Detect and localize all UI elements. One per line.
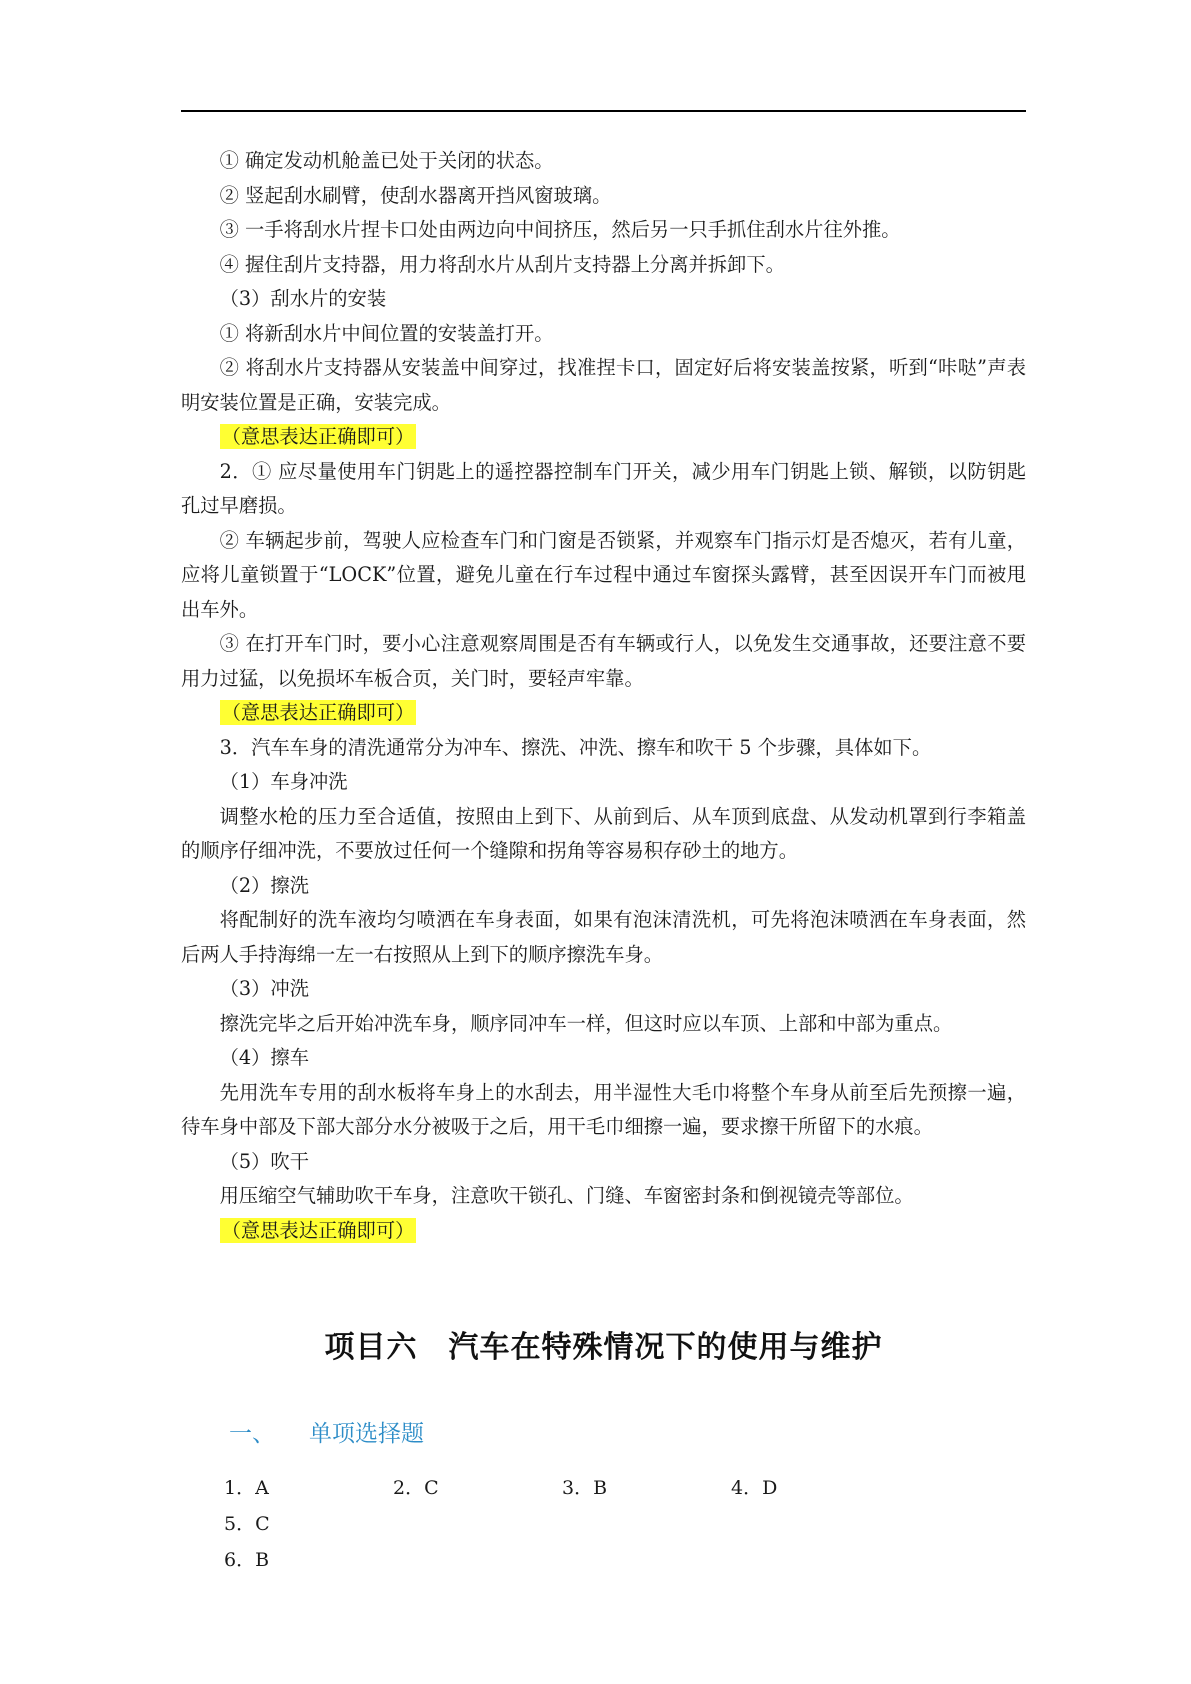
answer-item: 4．D — [731, 1477, 778, 1499]
note-line — [181, 420, 1026, 455]
answer-item: 5．C — [224, 1513, 270, 1535]
section-number: 一、 — [229, 1421, 275, 1447]
subheading: （2）擦洗 — [219, 873, 309, 897]
highlighted-note: （意思表达正确即可） — [221, 1218, 415, 1242]
paragraph: ③ 一手将刮水片捏卡口处由两边向中间挤压，然后另一只手抓住刮水片往外推。 — [219, 218, 901, 241]
note-line — [181, 1214, 1026, 1249]
subheading: （4）擦车 — [219, 1046, 309, 1069]
paragraph: 调整水枪的压力至合适值，按照由上到下、从前到后、从车顶到底盘、从发动机罩到行李箱盖的顺序仔细冲洗，不要放过任何一个缝隙和拐角等容易积存砂土的地方。 — [181, 804, 1026, 862]
header-rule — [181, 110, 1026, 112]
subheading: （3）冲洗 — [219, 977, 309, 1000]
highlighted-note: （意思表达正确即可） — [221, 701, 415, 724]
paragraph: ② 将刮水片支持器从安装盖中间穿过，找准捏卡口，固定好后将安装盖按紧，听到“咔哒”声表明安装位置是正确，安装完成。 — [181, 356, 1026, 414]
project-title: 项目六 汽车在特殊情况下的使用与维护 — [324, 1330, 883, 1365]
answer-list — [224, 1470, 1024, 1578]
paragraph: 用压缩空气辅助吹干车身，注意吹干锁孔、门缝、车窗密封条和倒视镜壳等部位。 — [219, 1184, 914, 1207]
document-page — [181, 0, 1026, 1684]
answer-item: 3．B — [562, 1477, 608, 1499]
paragraph: ② 竖起刮水刷臂，使刮水器离开挡风窗玻璃。 — [219, 183, 612, 207]
paragraph: 擦洗完毕之后开始冲洗车身，顺序同冲车一样，但这时应以车顶、上部和中部为重点。 — [219, 1011, 953, 1035]
subheading: （3）刮水片的安装 — [219, 287, 387, 310]
answer-item: 1．A — [224, 1477, 269, 1499]
paragraph: ① 确定发动机舱盖已处于关闭的状态。 — [219, 149, 554, 172]
highlighted-note: （意思表达正确即可） — [221, 425, 415, 448]
subheading: （5）吹干 — [219, 1149, 309, 1173]
section-title: 单项选择题 — [309, 1421, 424, 1447]
answer-item: 2．C — [393, 1477, 439, 1499]
note-line — [181, 696, 1026, 731]
paragraph: ① 将新刮水片中间位置的安装盖打开。 — [219, 321, 554, 345]
subheading: （1）车身冲洗 — [219, 770, 348, 793]
section-heading — [229, 1415, 424, 1448]
paragraph: 2．① 应尽量使用车门钥匙上的遥控器控制车门开关，减少用车门钥匙上锁、解锁，以防钥匙孔过早磨损。 — [181, 459, 1026, 517]
answer-body — [181, 144, 1026, 1248]
answer-item: 6．B — [224, 1549, 270, 1571]
paragraph: ③ 在打开车门时，要小心注意观察周围是否有车辆或行人，以免发生交通事故，还要注意不要用力过猛，以免损坏车板合页，关门时，要轻声牢靠。 — [181, 632, 1026, 690]
paragraph: 3．汽车车身的清洗通常分为冲车、擦洗、冲洗、擦车和吹干 5 个步骤，具体如下。 — [219, 735, 932, 759]
paragraph: 将配制好的洗车液均匀喷洒在车身表面，如果有泡沫清洗机，可先将泡沫喷洒在车身表面，然后两人手持海绵一左一右按照从上到下的顺序擦洗车身。 — [181, 908, 1026, 966]
paragraph: 先用洗车专用的刮水板将车身上的水刮去，用半湿性大毛巾将整个车身从前至后先预擦一遍，待车身中部及下部大部分水分被吸于之后，用干毛巾细擦一遍，要求擦干所留下的水痕。 — [181, 1080, 1026, 1138]
paragraph: ② 车辆起步前，驾驶人应检查车门和门窗是否锁紧，并观察车门指示灯是否熄灭，若有儿童，应将儿童锁置于“LOCK”位置，避免儿童在行车过程中通过车窗探头露臂，甚至因误开车门而被甩出车外。 — [181, 528, 1026, 621]
paragraph: ④ 握住刮片支持器，用力将刮水片从刮片支持器上分离并拆卸下。 — [219, 252, 785, 276]
